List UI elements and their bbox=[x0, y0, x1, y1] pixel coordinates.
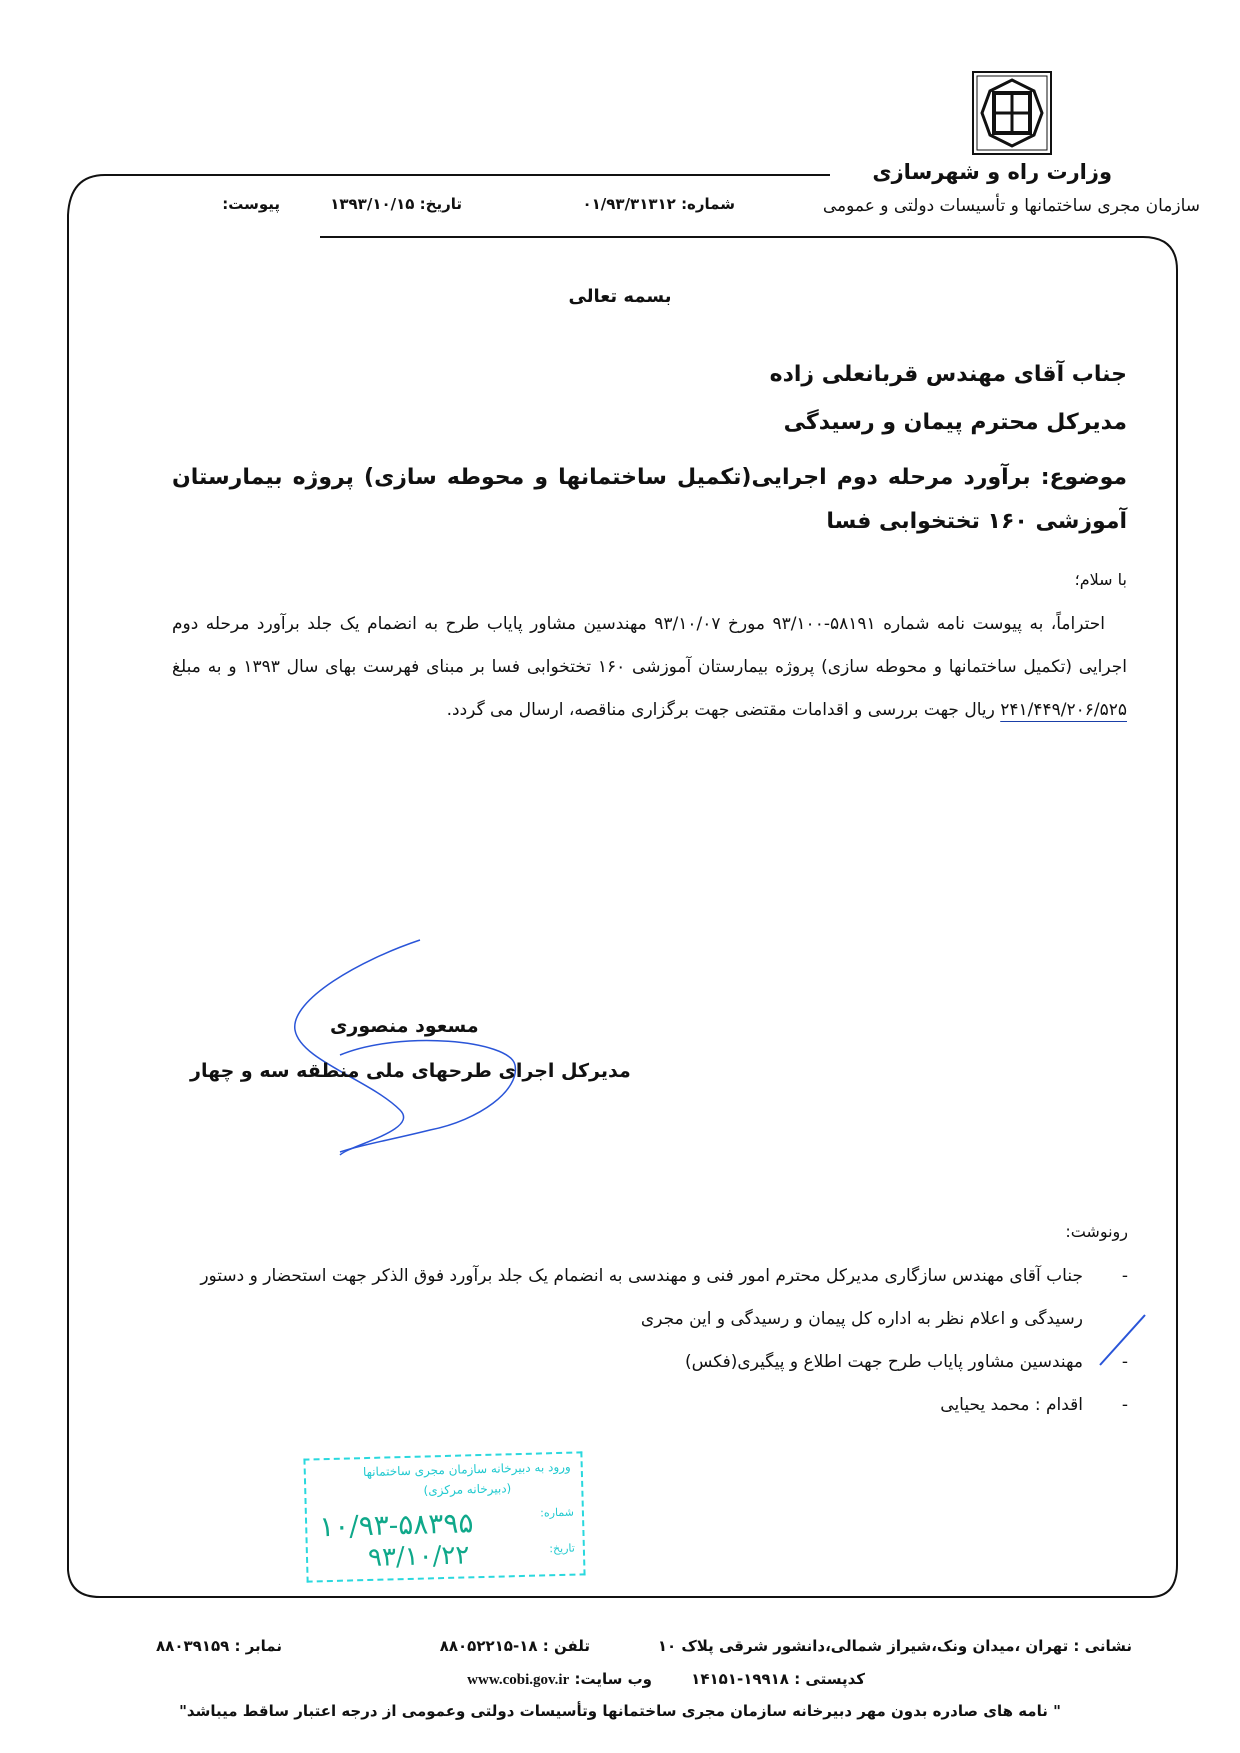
cc-bullet: - bbox=[1121, 1352, 1128, 1372]
footer-disclaimer: " نامه های صادره بدون مهر دبیرخانه سازمان مجری ساختمانها وتأسیسات دولتی وعمومی از درجه اعتبار ساقط میباشد" bbox=[179, 1702, 1061, 1720]
stamp-line2: (دبیرخانه مرکزی) bbox=[423, 1481, 512, 1498]
handwritten-signature bbox=[280, 930, 540, 1160]
invocation: بسمه تعالی bbox=[568, 286, 672, 307]
letter-date bbox=[330, 195, 462, 213]
letter-body bbox=[172, 603, 1127, 732]
letter-number-label: شماره: bbox=[681, 195, 735, 213]
cc-item bbox=[178, 1255, 1128, 1341]
addressee-title: مدیرکل محترم پیمان و رسیدگی bbox=[783, 410, 1127, 435]
body-text-part2: ریال جهت بررسی و اقدامات مقتضی جهت برگزاری مناقصه، ارسال می گردد. bbox=[446, 700, 1001, 720]
ministry-name: وزارت راه و شهرسازی bbox=[872, 160, 1112, 184]
stamp-date-value: ۹۳/۱۰/۲۲ bbox=[367, 1540, 470, 1574]
body-text-part1: احتراماً، به پیوست نامه شماره ۵۸۱۹۱-۹۳/۱۰۰ مورخ ۹۳/۱۰/۰۷ مهندسین مشاور پایاب طرح به انضمام یک جلد برآورد مرحله دوم اجرایی (تکمیل ساختمانها و محوطه سازی) پروژه بیمارستان آموزشی ۱۶۰ تختخوابی فسا بر مبنای فهرست بهای سال ۱۳۹۳ و به مبلغ bbox=[172, 614, 1127, 677]
greeting: با سلام؛ bbox=[1074, 570, 1127, 589]
cc-bullet: - bbox=[1121, 1266, 1128, 1286]
cc-item-text: اقدام : محمد یحیایی bbox=[940, 1395, 1083, 1415]
stamp-line1: ورود به دبیرخانه سازمان مجری ساختمانها bbox=[362, 1459, 571, 1480]
footer-phone: تلفن : ۱۸-۸۸۰۵۲۲۱۵ bbox=[439, 1637, 590, 1655]
website-link[interactable]: www.cobi.gov.ir bbox=[467, 1672, 570, 1688]
check-mark-icon bbox=[1090, 1310, 1150, 1370]
signer-title: مدیرکل اجرای طرحهای ملی منطقه سه و چهار bbox=[190, 1060, 631, 1082]
cc-item bbox=[178, 1384, 1128, 1427]
letter-number bbox=[582, 195, 735, 213]
attachment-label: پیوست: bbox=[222, 195, 280, 213]
letter-date-label: تاریخ: bbox=[419, 195, 462, 213]
stamp-number-label: شماره: bbox=[540, 1505, 575, 1520]
website-label: وب سایت: bbox=[574, 1670, 652, 1688]
footer-postal-code: کدپستی : ۱۹۹۱۸-۱۴۱۵۱ bbox=[691, 1670, 865, 1688]
footer-website bbox=[467, 1670, 652, 1689]
cc-item-text: مهندسین مشاور پایاب طرح جهت اطلاع و پیگیری(فکس) bbox=[684, 1352, 1083, 1372]
cc-label: رونوشت: bbox=[1065, 1222, 1128, 1241]
cc-item-text: جناب آقای مهندس سازگاری مدیرکل محترم امور فنی و مهندسی به انضمام یک جلد برآورد فوق الذکر جهت استحضار و دستور رسیدگی و اعلام نظر به اداره کل پیمان و رسیدگی و این مجری bbox=[200, 1266, 1083, 1329]
footer-fax: نمابر : ۸۸۰۳۹۱۵۹ bbox=[156, 1637, 282, 1655]
letter-date-value: ۱۳۹۳/۱۰/۱۵ bbox=[330, 195, 415, 213]
signer-name: مسعود منصوری bbox=[330, 1015, 479, 1037]
organization-name: سازمان مجری ساختمانها و تأسیسات دولتی و عمومی bbox=[822, 196, 1200, 216]
secretariat-stamp bbox=[303, 1451, 585, 1582]
addressee-name: جناب آقای مهندس قربانعلی زاده bbox=[769, 362, 1127, 387]
footer-address: نشانی : تهران ،میدان ونک،شیراز شمالی،دانشور شرقی پلاک ۱۰ bbox=[657, 1637, 1132, 1655]
ministry-emblem-icon bbox=[972, 71, 1052, 155]
cc-list bbox=[178, 1255, 1128, 1427]
letter-subject: موضوع: برآورد مرحله دوم اجرایی(تکمیل ساختمانها و محوطه سازی) پروژه بیمارستان آموزشی ۱۶۰ تختخوابی فسا bbox=[172, 465, 1127, 534]
stamp-number-value: ۱۰/۹۳-۵۸۳۹۵ bbox=[318, 1506, 474, 1544]
stamp-date-label: تاریخ: bbox=[549, 1541, 576, 1556]
cc-item bbox=[178, 1341, 1128, 1384]
amount-value: ۲۴۱/۴۴۹/۲۰۶/۵۲۵ bbox=[1000, 700, 1127, 720]
letter-number-value: ۰۱/۹۳/۳۱۳۱۲ bbox=[582, 195, 676, 213]
cc-bullet: - bbox=[1121, 1395, 1128, 1415]
